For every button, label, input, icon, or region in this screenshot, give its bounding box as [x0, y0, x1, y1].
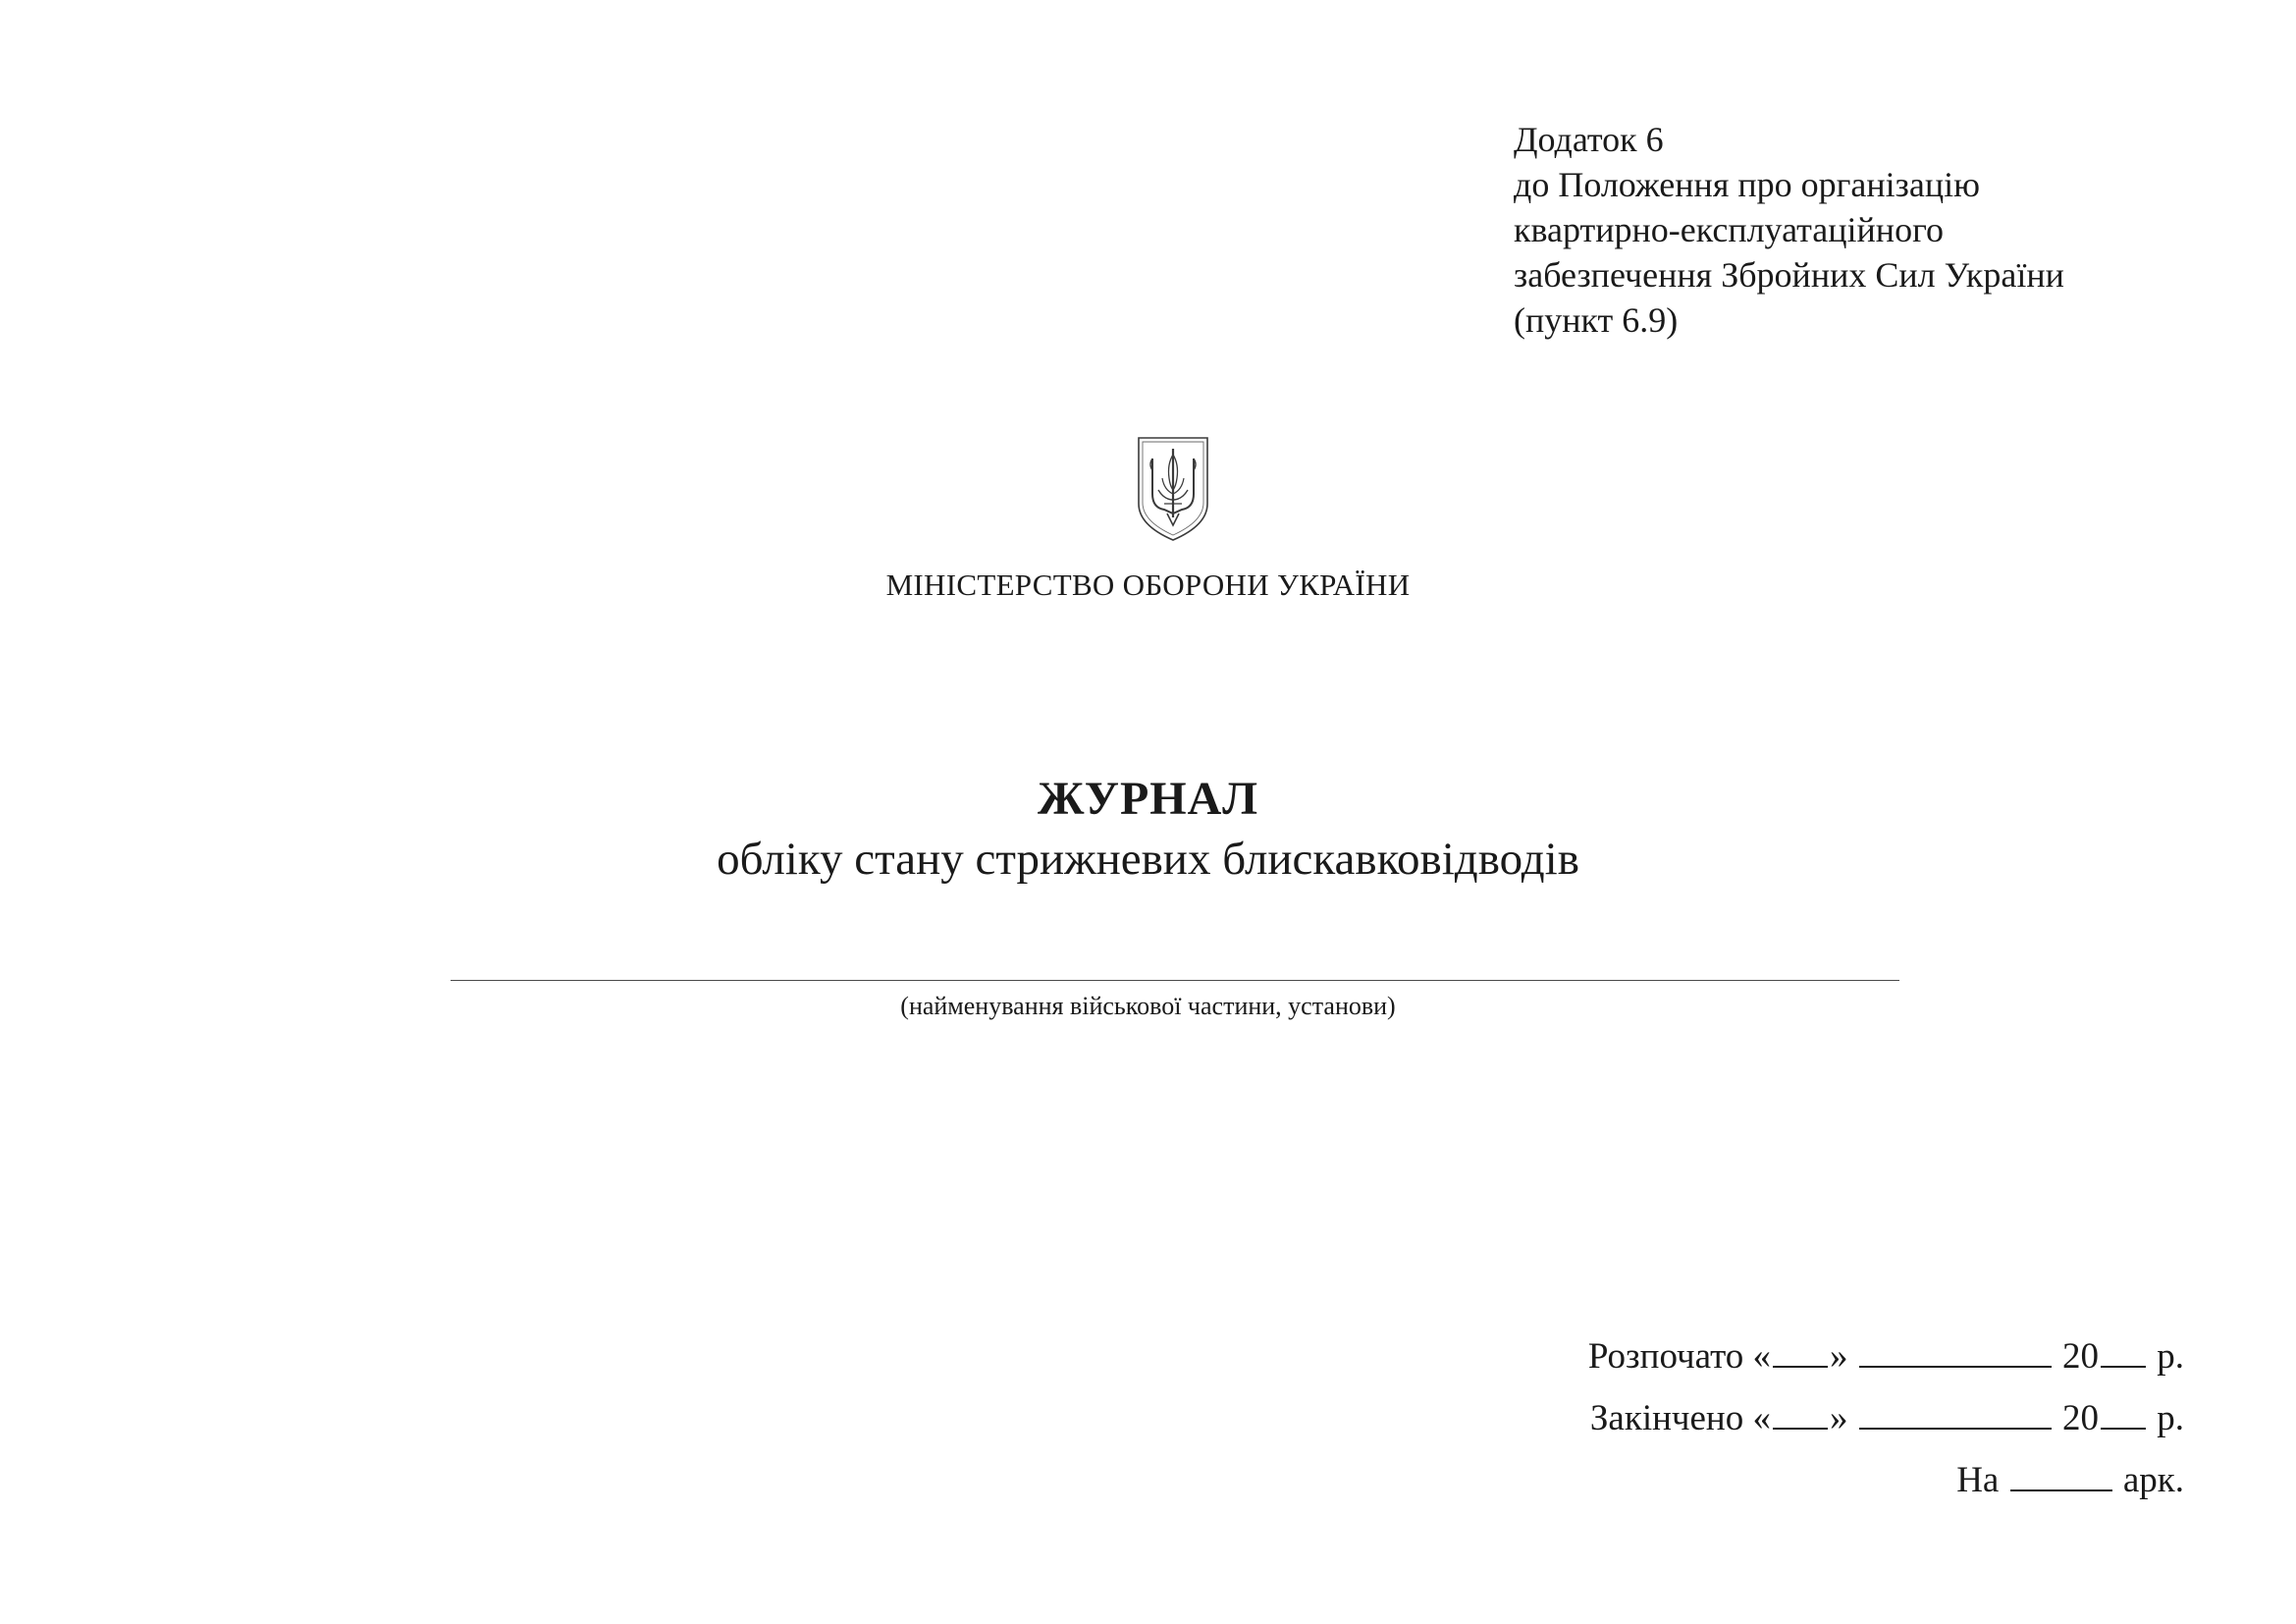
ended-label: Закінчено «	[1589, 1398, 1771, 1438]
sheets-suffix: арк.	[2122, 1460, 2184, 1500]
ended-month-blank	[1859, 1398, 2052, 1430]
started-day-blank	[1773, 1336, 1828, 1368]
annex-reference: до Положення про організацію	[1514, 165, 1981, 204]
unit-name-caption: (найменування військової частини, установи)	[900, 992, 1396, 1020]
year-suffix: р.	[2157, 1398, 2184, 1438]
sheets-label: На	[1956, 1460, 2000, 1500]
journal-subtitle: обліку стану стрижневих блискавковідводів	[717, 834, 1579, 885]
ended-row	[1588, 1387, 2184, 1449]
annex-number: Додаток 6	[1514, 120, 1664, 159]
ministry-name: МІНІСТЕРСТВО ОБОРОНИ УКРАЇНИ	[885, 568, 1411, 602]
started-label: Розпочато «	[1587, 1336, 1771, 1377]
annex-block	[1514, 117, 2064, 343]
started-year-blank	[2101, 1336, 2146, 1368]
sheets-row	[1588, 1449, 2184, 1511]
journal-title: ЖУРНАЛ	[1037, 773, 1259, 825]
year-suffix: р.	[2157, 1336, 2184, 1377]
annex-clause: (пункт 6.9)	[1514, 300, 1679, 340]
dates-block	[1588, 1326, 2184, 1511]
unit-name-line	[451, 980, 1899, 981]
ended-year-blank	[2101, 1398, 2146, 1430]
started-month-blank	[1859, 1336, 2052, 1368]
ended-day-blank	[1773, 1398, 1828, 1430]
sheets-count-blank	[2010, 1460, 2112, 1491]
year-prefix: 20	[2062, 1336, 2099, 1377]
annex-reference-cont: квартирно-експлуатаційного	[1514, 210, 1944, 249]
annex-reference-cont2: забезпечення Збройних Сил України	[1514, 255, 2064, 295]
quote-close: »	[1830, 1336, 1848, 1377]
coat-of-arms-icon	[1135, 435, 1211, 543]
quote-close: »	[1830, 1398, 1848, 1438]
year-prefix: 20	[2062, 1398, 2099, 1438]
started-row	[1588, 1326, 2184, 1387]
